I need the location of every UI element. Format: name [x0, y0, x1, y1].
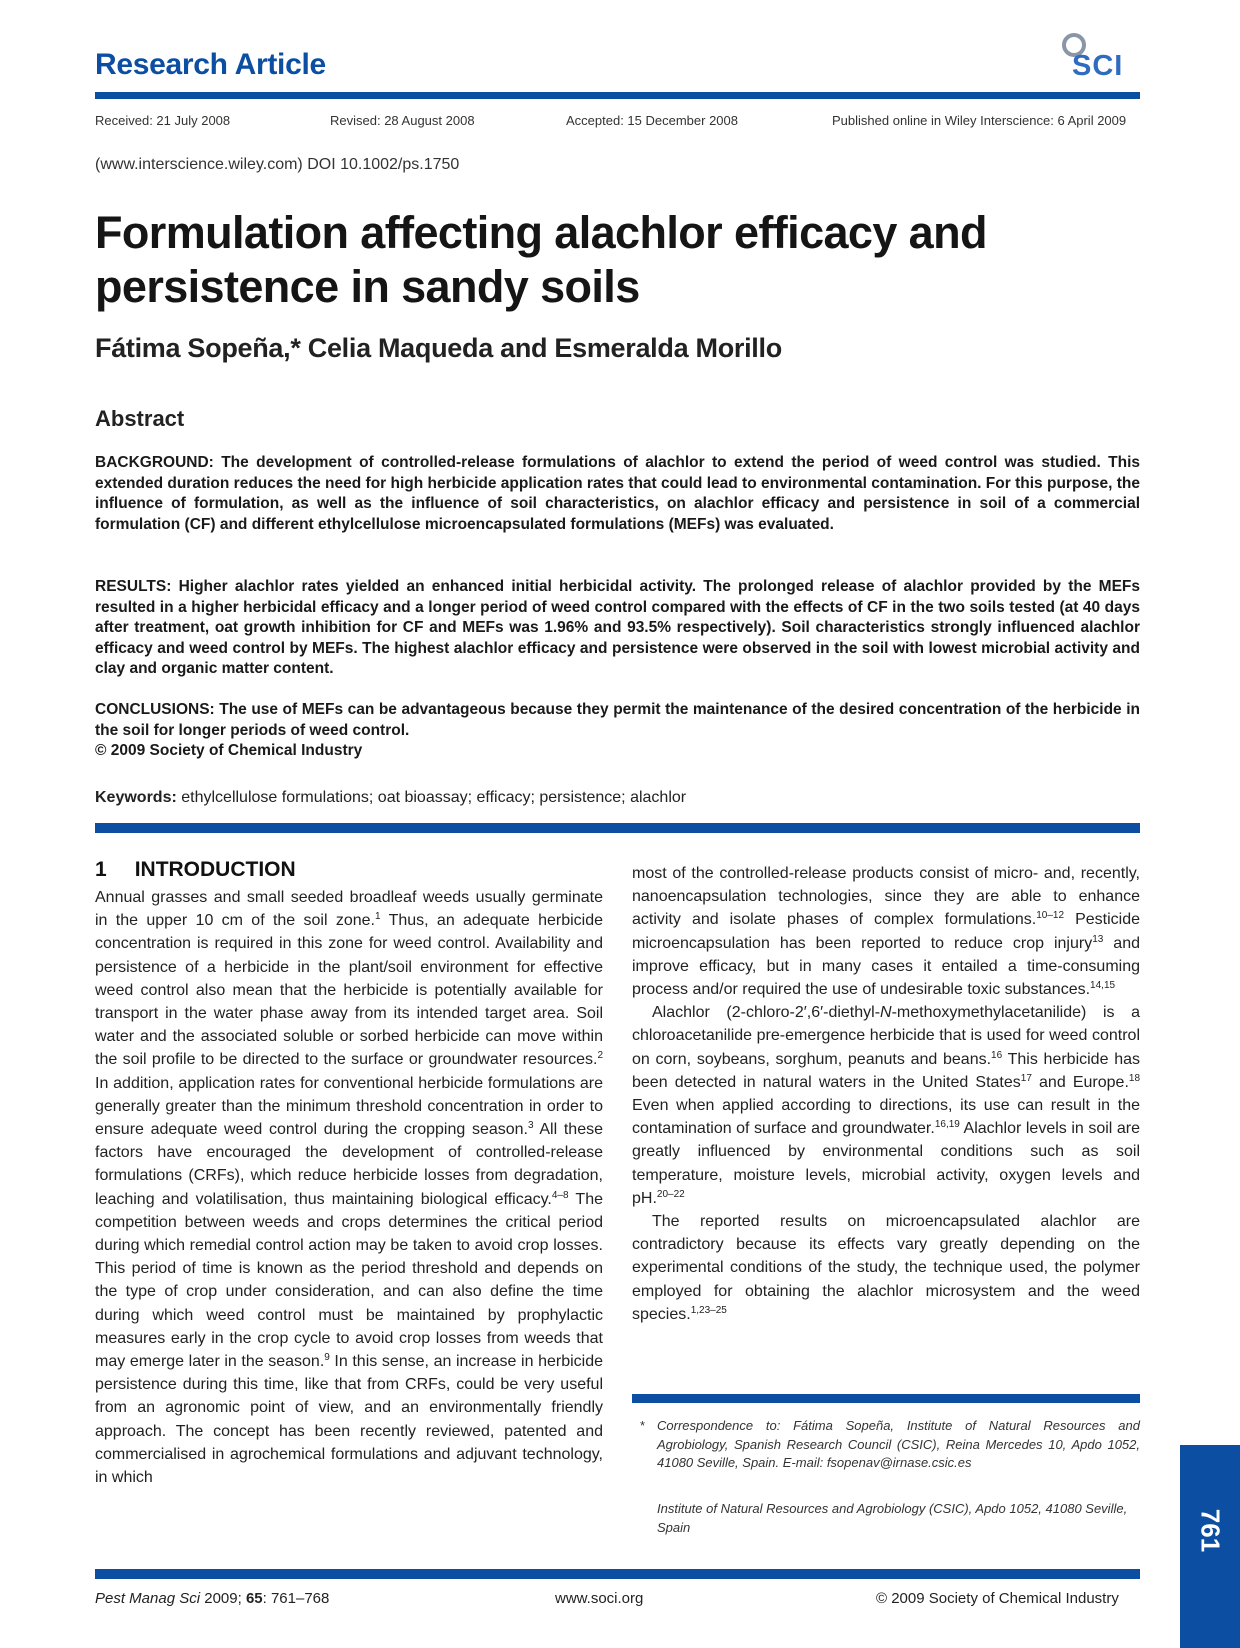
footer-rule	[95, 1569, 1140, 1579]
sci-logo	[1058, 30, 1138, 85]
keywords-list: ethylcellulose formulations; oat bioassay; efficacy; persistence; alachlor	[181, 789, 687, 806]
abstract-conclusions	[95, 700, 1140, 762]
journal-pages: : 761–768	[262, 1590, 330, 1607]
section-number: 1	[95, 858, 107, 881]
page-number-tab	[1180, 1445, 1240, 1648]
logo-text: SCI	[1072, 50, 1124, 82]
header-rule	[95, 92, 1140, 99]
keywords	[95, 789, 686, 807]
keywords-label: Keywords:	[95, 789, 177, 806]
published-date: Published online in Wiley Interscience: 6 April 2009	[832, 113, 1127, 128]
abstract-heading: Abstract	[95, 406, 185, 431]
received-date: Received: 21 July 2008	[95, 113, 231, 128]
abstract-copyright: © 2009 Society of Chemical Industry	[95, 742, 363, 759]
author-list: Fátima Sopeña,* Celia Maqueda and Esmeralda Morillo	[95, 333, 782, 363]
abstract-results: RESULTS: Higher alachlor rates yielded an enhanced initial herbicidal activity. The prolonged release of alachlor provided by the MEFs resulted in a higher herbicidal efficacy and a longer period of weed control compared with the effects of CF in the two soils tested (at 40 days after treatment, oat growth inhibition for CF and MEFs was 1.96% and 93.5% respectively). Soil characteristics strongly influenced alachlor efficacy and weed control by MEFs. The highest alachlor efficacy and persistence were observed in the soil with lowest microbial activity and clay and organic matter content.	[95, 578, 1140, 677]
journal-name: Pest Manag Sci	[95, 1590, 201, 1607]
article-title: Formulation affecting alachlor efficacy and persistence in sandy soils	[95, 207, 987, 312]
section-label: Research Article	[95, 48, 326, 81]
section-title: INTRODUCTION	[134, 858, 296, 881]
journal-citation	[95, 1590, 329, 1607]
intro-paragraph: The reported results on microencapsulated alachlor are contradictory because its effects vary greatly depending on the experimental conditions of the study, the technique used, the polymer employed for obtaining the alachlor microsystem and the weed species.$^{1,23-25}$	[632, 1213, 1140, 1323]
intro-paragraph: Alachlor (2-chloro-2′,6′-diethyl-N-methoxymethylacetanilide) is a chloroacetanilide pre-emergence herbicide that is used for weed control on corn, soybeans, sorghum, peanuts and beans.$^{16}$ This herbicide has been detected in natural waters in the United States$^{17}$ and Europe.$^{18}$ Even when applied according to directions, its use can result in the contamination of surface and groundwater.$^{16,19}$ Alachlor levels in soil are greatly influenced by environmental conditions such as soil temperature, moisture levels, microbial activity, oxygen levels and pH.$^{20-22}$	[632, 1004, 1141, 1207]
accepted-date: Accepted: 15 December 2008	[566, 113, 738, 128]
abstract-rule	[95, 823, 1140, 833]
correspondence-note: Correspondence to: Fátima Sopeña, Institute of Natural Resources and Agrobiology, Spanish Research Council (CSIC), Reina Mercedes 10, Apdo 1052, 41080 Seville, Spain. E-mail: fsopenav@irnase.csic.es	[657, 1418, 1140, 1470]
abstract-background: BACKGROUND: The development of controlled-release formulations of alachlor to extend the period of weed control was studied. This extended duration reduces the need for high herbicide application rates that could lead to environmental contamination. For this purpose, the influence of formulation, as well as the influence of soil characteristics, on alachlor efficacy and persistence in soil of a commercial formulation (CF) and different ethylcellulose microencapsulated formulations (MEFs) was evaluated.	[95, 454, 1140, 533]
affiliation-note: Institute of Natural Resources and Agrobiology (CSIC), Apdo 1052, 41080 Seville, Spain	[657, 1501, 1128, 1535]
doi-line: (www.interscience.wiley.com) DOI 10.1002/ps.1750	[95, 156, 460, 173]
conclusions-text: CONCLUSIONS: The use of MEFs can be advantageous because they permit the maintenance of the desired concentration of the herbicide in the soil for longer periods of weed control.	[95, 701, 1140, 739]
intro-paragraph: most of the controlled-release products consist of micro- and, recently, nanoencapsulation technologies, since they are able to enhance activity and isolate phases of complex formulations.$^{10-12}$ Pesticide microencapsulation has been reported to reduce crop injury$^{13}$ and improve efficacy, but in many cases it entailed a time-consuming process and/or required the use of undesirable toxic substances.$^{14,15}$	[632, 865, 1141, 999]
intro-left-column	[95, 886, 603, 1489]
revised-date: Revised: 28 August 2008	[330, 113, 475, 128]
intro-paragraph: Annual grasses and small seeded broadleaf weeds usually germinate in the upper 10 cm of the soil zone.$^1$ Thus, an adequate herbicide concentration is required in this zone for weed control. Availability and persistence of a herbicide in the plant/soil environment for effective weed control also mean that the herbicide is potentially available for transport in the water phase away from its intended target area. Soil water and the associated soluble or sorbed herbicide can move within the soil profile to be directed to the surface or groundwater resources.$^2$ In addition, application rates for conventional herbicide formulations are generally greater than the minimum threshold concentration in order to ensure adequate weed control during the cropping season.$^3$ All these factors have encouraged the development of controlled-release formulations (CRFs), which reduce herbicide losses from degradation, leaching and volatilisation, thus maintaining biological efficacy.$^{4-8}$ The competition between weeds and crops determines the critical period during which remedial control action may be taken to avoid crop losses. This period of time is known as the period threshold and depends on the type of crop under consideration, and can also define the time during which weed control must be maintained by prophylactic measures early in the crop cycle to avoid crop losses from weeds that may emerge later in the season.$^9$ In this sense, an increase in herbicide persistence during this time, like that from CRFs, could be very useful from an agronomic point of view, and an environmentally friendly approach. The concept has been recently reviewed, patented and commercialised in agrochemical formulations and adjuvant technology, in which	[95, 889, 604, 1487]
journal-year: 2009;	[200, 1590, 246, 1607]
page-number: 761	[1195, 1508, 1226, 1553]
footnote-marker: *	[640, 1418, 646, 1433]
section-heading	[95, 858, 296, 882]
footer-copyright: © 2009 Society of Chemical Industry	[876, 1590, 1119, 1607]
journal-url[interactable]: www.soci.org	[555, 1590, 644, 1607]
footnote-rule	[632, 1394, 1140, 1403]
journal-volume: 65	[245, 1590, 263, 1607]
intro-right-column	[632, 862, 1140, 1326]
